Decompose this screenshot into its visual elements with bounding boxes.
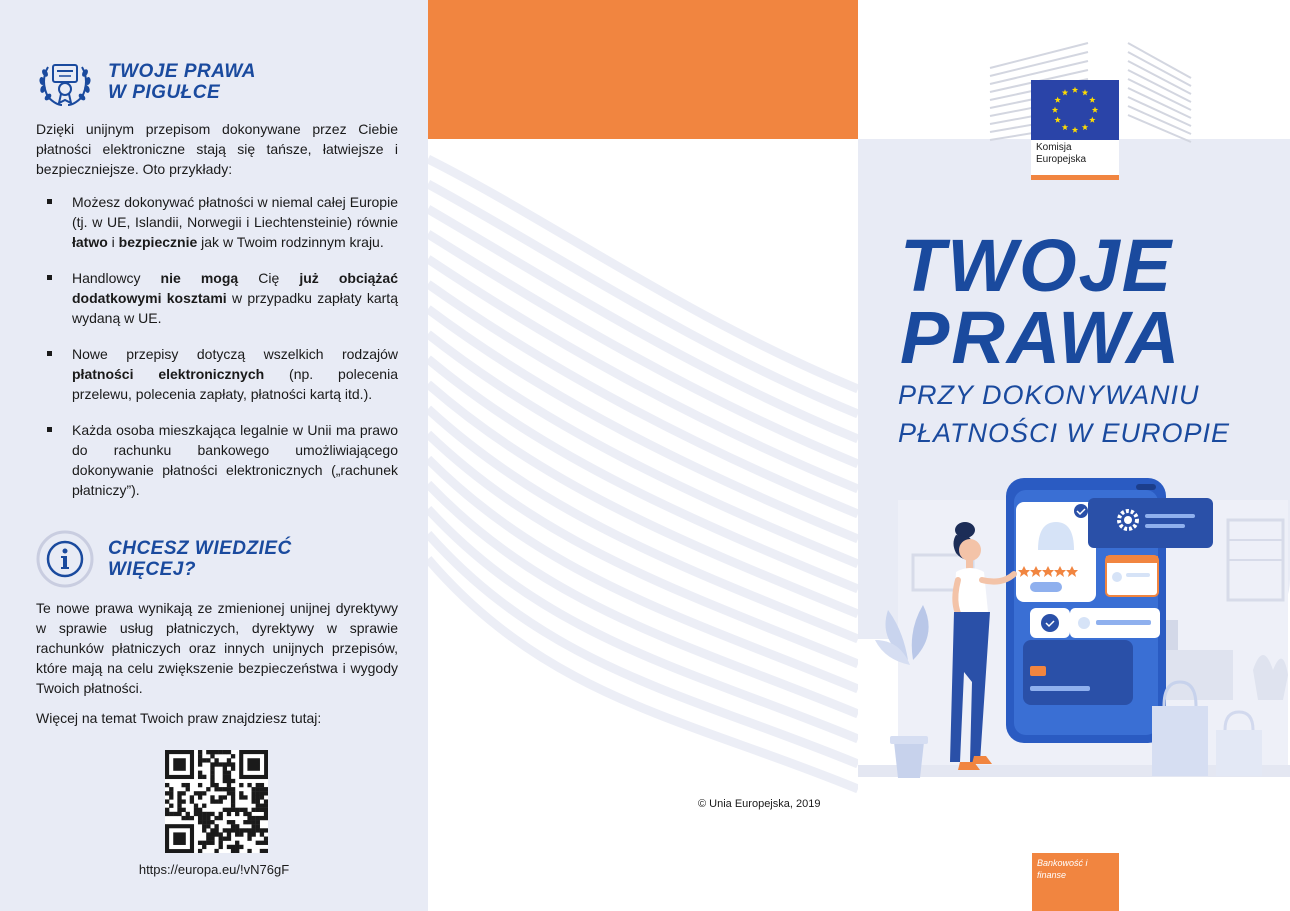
payment-app-illustration xyxy=(858,470,1290,800)
rights-title-line2: W PIGUŁCE xyxy=(108,82,221,103)
rights-header xyxy=(36,53,256,111)
intro-text: Dzięki unijnym przepisom dokonywane przez Ciebie płatności elektroniczne stają się tańsze, łatwiejsze i bezpieczniejsze. Oto przykłady: xyxy=(36,121,398,177)
orange-bar xyxy=(428,0,858,139)
more-title-line1: CHCESZ WIEDZIEĆ xyxy=(108,538,292,559)
list-item: Każda osoba mieszkająca legalnie w Unii ma prawo do rachunku bankowego umożliwiającego dokonywanie płatności elektronicznych („rachunek płatniczy”). xyxy=(44,420,398,500)
more-header xyxy=(36,530,292,588)
more-title-line2: WIĘCEJ? xyxy=(108,559,196,580)
more-title xyxy=(108,538,292,580)
info-icon xyxy=(36,530,94,588)
copyright: © Unia Europejska, 2019 xyxy=(698,798,821,810)
certificate-laurel-icon xyxy=(36,53,94,111)
subtitle-line1: PRZY DOKONYWANIU xyxy=(898,380,1200,410)
link-label: Więcej na temat Twoich praw znajdziesz tutaj: xyxy=(36,710,322,726)
ec-logo-bar xyxy=(1031,175,1119,180)
rights-title-line1: TWOJE PRAWA xyxy=(108,61,257,82)
qr-code[interactable] xyxy=(165,750,268,853)
page-subtitle xyxy=(898,376,1230,452)
decorative-waves xyxy=(428,139,858,799)
title-line1: TWOJE xyxy=(900,224,1174,307)
rights-title xyxy=(108,61,256,103)
page-title xyxy=(900,224,1182,379)
category-tag xyxy=(1032,853,1119,911)
ec-logo xyxy=(1031,80,1119,180)
left-panel xyxy=(0,0,428,911)
more-text: Te nowe prawa wynikają ze zmienionej unijnej dyrektywy w sprawie usług płatniczych, dyrektywy w sprawie rachunków płatniczych oraz innych unijnych przepisów, które mają na celu zwiększenie bezpieczeństwa i wygody Twoich płatności. xyxy=(36,600,398,696)
category-tag-line2: finanse xyxy=(1037,870,1067,880)
ec-logo-name: Komisja Europejska xyxy=(1036,142,1087,165)
category-tag-line1: Bankowość i xyxy=(1037,858,1088,868)
list-item: Możesz dokonywać płatności w niemal całej Europie (tj. w UE, Islandii, Norwegii i Liechtensteinie) równie łatwo i bezpiecznie jak w Twoim rodzinnym kraju. xyxy=(44,192,398,252)
rights-list xyxy=(44,192,398,516)
middle-panel xyxy=(428,0,858,911)
list-item: Nowe przepisy dotyczą wszelkich rodzajów płatności elektronicznych (np. polecenia przelewu, polecenia zapłaty, płatności kartą itd.). xyxy=(44,344,398,404)
eu-flag-icon xyxy=(1031,80,1119,140)
subtitle-line2: PŁATNOŚCI W EUROPIE xyxy=(898,418,1231,448)
right-panel xyxy=(858,0,1290,911)
qr-url-link[interactable]: https://europa.eu/!vN76gF xyxy=(138,862,290,877)
title-line2: PRAWA xyxy=(900,296,1182,379)
list-item: Handlowcy nie mogą Cię już obciążać dodatkowymi kosztami w przypadku zapłaty kartą wydaną w UE. xyxy=(44,268,398,328)
